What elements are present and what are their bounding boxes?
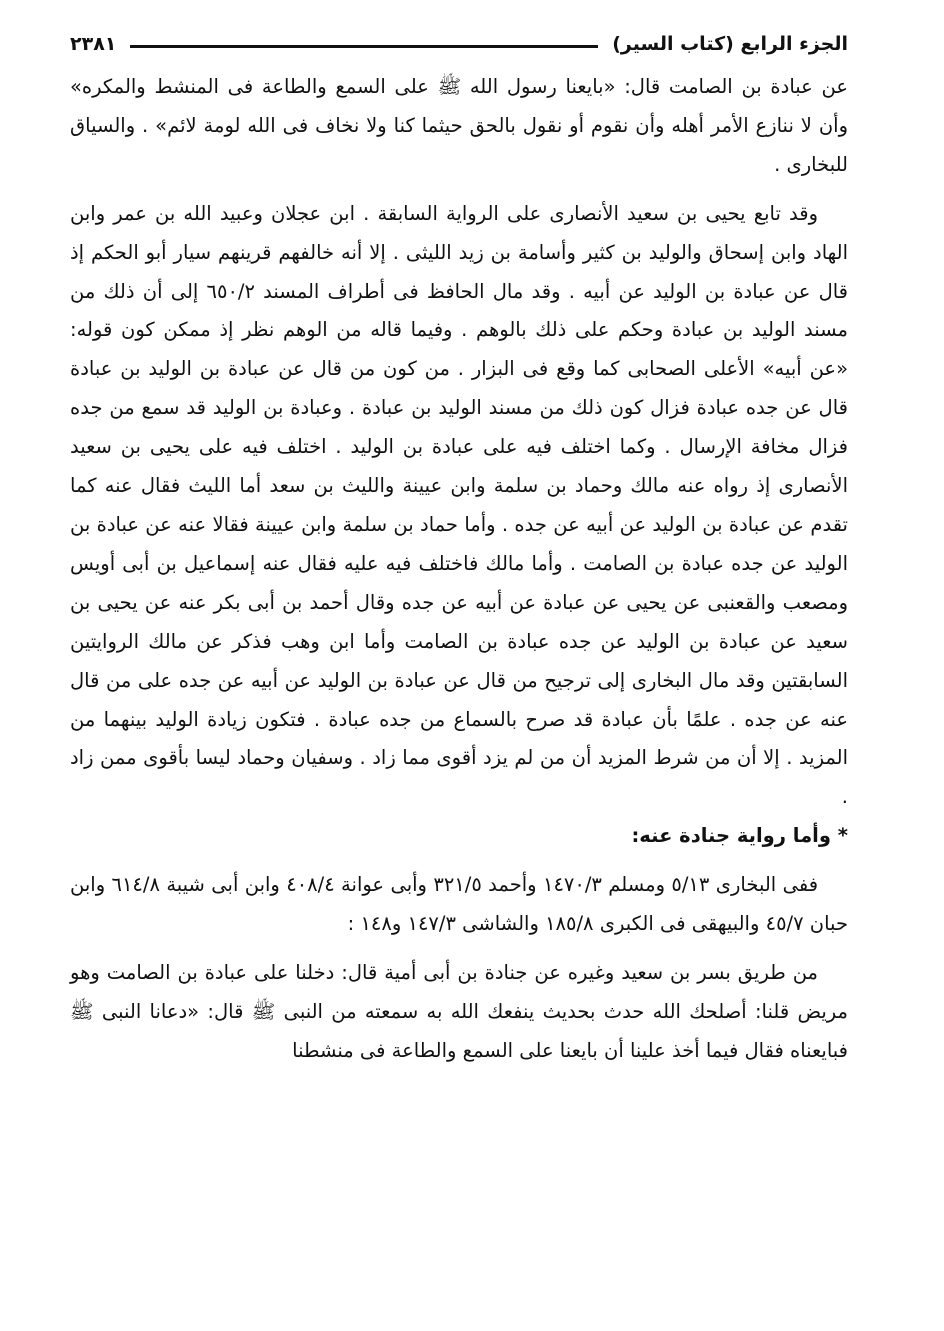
paragraph-2: وقد تابع يحيى بن سعيد الأنصارى على الرواية السابقة . ابن عجلان وعبيد الله بن عمر وابن الهاد وابن إسحاق والوليد بن كثير وأسامة بن زيد الليثى . إلا أنه خالفهم قرينهم سيار أبو الحكم إذ قال عن عبادة بن الوليد عن أبيه . وقد مال الحافظ فى أطراف المسند ٦٥٠/٢ إلى أن ذلك من مسند الوليد بن عبادة وحكم على ذلك بالوهم . وفيما قاله من الوهم نظر إذ ممكن كون قوله: «عن أبيه» الأعلى الصحابى كما وقع فى البزار . من كون من قال عن عبادة بن الوليد بن عبادة قال عن جده عبادة فزال كون ذلك من مسند الوليد بن عبادة . وعبادة بن الوليد قد سمع من جده فزال مخافة الإرسال . وكما اختلف فيه على عبادة بن الوليد . اختلف فيه على يحيى بن سعيد الأنصارى إذ رواه عنه مالك وحماد بن سلمة وابن عيينة والليث بن سعد أما الليث فقال عنه كما تقدم عن عبادة بن الوليد عن أبيه عن جده . وأما حماد بن سلمة وابن عيينة فقالا عنه عن عبادة بن الوليد عن جده عبادة بن الصامت . وأما مالك فاختلف فيه عليه فقال عنه إسماعيل بن أبى أويس ومصعب والقعنبى عن يحيى عن عبادة عن أبيه عن جده وقال أحمد بن أبى بكر عنه عن يحيى بن سعيد عن عبادة بن الوليد عن جده عبادة بن الصامت وأما ابن وهب فذكر عن مالك الروايتين السابقتين وقد مال البخارى إلى ترجيح من قال عن عبادة بن الوليد عن أبيه عن جده على من قال عنه عن جده . علمًا بأن عبادة قد صرح بالسماع من جده عبادة . فتكون زيادة الوليد بينهما من المزيد . إلا أن من شرط المزيد أن من لم يزد أقوى مما زاد . وسفيان وحماد ليسا بأقوى ممن زاد . <box>70 201 848 809</box>
section-heading <box>70 817 848 856</box>
page-number: ٢٣٨١ <box>70 33 117 55</box>
running-title: الجزء الرابع (كتاب السير) <box>612 33 848 55</box>
heading-star: * <box>837 824 848 848</box>
paragraph-3: ففى البخارى ٥/١٣ ومسلم ١٤٧٠/٣ وأحمد ٣٢١/٥ وأبى عوانة ٤٠٨/٤ وابن أبى شيبة ٦١٤/٨ وابن حبان ٤٥/٧ والبيهقى فى الكبرى ١٨٥/٨ والشاشى ١٤٧/٣ و١٤٨ : <box>70 873 848 936</box>
page-header <box>70 24 848 64</box>
page-body <box>70 68 848 1071</box>
header-rule <box>130 45 598 48</box>
book-page <box>70 24 848 1311</box>
paragraph-4: من طريق بسر بن سعيد وغيره عن جنادة بن أبى أمية قال: دخلنا على عبادة بن الصامت وهو مريض قلنا: أصلحك الله حدث بحديث ينفعك الله به سمعته من النبى ﷺ قال: «دعانا النبى ﷺ فبايعناه فقال فيما أخذ علينا أن بايعنا على السمع والطاعة فى منشطنا <box>70 960 848 1062</box>
heading-text: وأما رواية جنادة عنه: <box>631 824 831 848</box>
paragraph-1: عن عبادة بن الصامت قال: «بايعنا رسول الله ﷺ على السمع والطاعة فى المنشط والمكره» وأن لا ننازع الأمر أهله وأن نقوم أو نقول بالحق حيثما كنا ولا نخاف فى الله لومة لائم» . والسياق للبخارى . <box>70 75 848 176</box>
